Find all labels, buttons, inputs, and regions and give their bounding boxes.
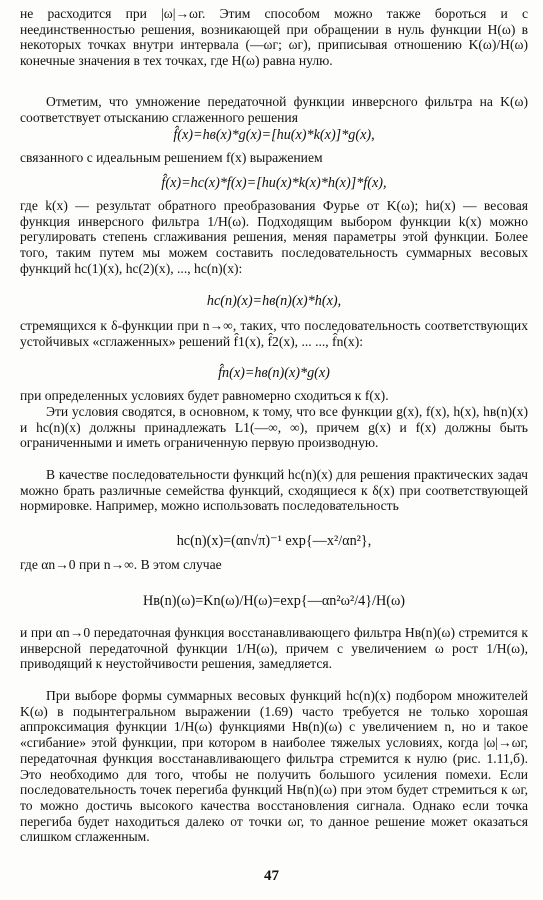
paragraph-smoothed-solution: Отметим, что умножение передаточной функции инверсного фильтра на K(ω) соответствует отысканию сглаженного решения: [20, 94, 528, 125]
paragraph-filter-shape: При выборе формы суммарных весовых функций hс(n)(x) подбором множителей K(ω) в подынтегральном выражении (1.69) часто требуется не только хорошая аппроксимация функции 1/H(ω) функциями Hв(n)(ω) с увеличением n, но и такое «сгибание» этой функции, при котором в наиболее тяжелых условиях, когда |ω|→ωг, передаточная функция восстанавливающего фильтра стремится к нулю (рис. 1.11,б). Это необходимо для того, чтобы не получить большого усиления помехи. Если последовательность точек перегиба функций Hв(n)(ω) при этом будет стремиться к ωг, то можно достичь высокого качества восстановления сигнала. Однако если точка перегиба будет находиться далеко от точки ωг, то данное решение может оказаться слишком сглаженным.: [20, 688, 528, 845]
paragraph-in-this-case: где αn→0 при n→∞. В этом случае: [20, 557, 222, 572]
paragraph-convergence: при определенных условиях будет равномерно сходиться к f(x).: [20, 388, 389, 403]
equation-smoothed-solution: f̂(x)=hв(x)*g(x)=[hи(x)*k(x)]*g(x),: [173, 127, 375, 143]
paragraph-conditions: Эти условия сводятся, в основном, к тому, что все функции g(x), f(x), h(x), hв(n)(x) и hс(n)(x) должны принадлежать L1(—∞, ∞), причем g(x) и f(x) должны быть ограниченными и иметь ограниченную первую производную.: [20, 404, 528, 451]
paragraph-transfer-function: и при αn→0 передаточная функция восстанавливающего фильтра Hв(n)(ω) стремится к инверсной передаточной функции 1/H(ω), причем с увеличением ω рост 1/H(ω), приводящий к неустойчивости решения, замедляется.: [20, 625, 528, 672]
equation-total-weight-function: hс(n)(x)=hв(n)(x)*h(x),: [206, 293, 342, 309]
paragraph-continuation: не расходится при |ω|→ωг. Этим способом можно также бороться и с неединственностью решения, возникающей при обращении в нуль функции H(ω) в некоторых точках внутри интервала (—ωг; ωг), приписывая отношению K(ω)/H(ω) конечные значения в тех точках, где H(ω) равна нулю.: [20, 6, 528, 69]
page-number: 47: [264, 868, 279, 884]
equation-stable-solutions: f̂n(x)=hв(n)(x)*g(x): [218, 365, 330, 381]
equation-restoring-filter: Hв(n)(ω)=Kn(ω)/H(ω)=exp{—αn²ω²/4}/H(ω): [142, 593, 406, 609]
paragraph-delta-sequence: стремящихся к δ-функции при n→∞, таких, что последовательность соответствующих устойчивых «сглаженных» решений f̂1(x), f̂2(x), ... ..., f̂n(x):: [20, 318, 528, 349]
paragraph-weight-functions: где k(x) — результат обратного преобразования Фурье от K(ω); hи(x) — весовая функция инверсного фильтра 1/H(ω). Подходящим выбором функции k(x) можно регулировать степень сглаживания решения, меняя параметры этой функции. Более того, таким путем мы можем составить последовательность суммарных весовых функций hс(1)(x), hс(2)(x), ..., hс(n)(x):: [20, 198, 528, 276]
equation-gaussian-sequence: hс(n)(x)=(αn√π)⁻¹ exp{—x²/αn²},: [176, 533, 372, 549]
equation-ideal-relation: f̂(x)=hс(x)*f(x)=[hи(x)*k(x)*h(x)]*f(x),: [161, 175, 387, 191]
paragraph-sequence-choice: В качестве последовательности функций hс(n)(x) для решения практических задач можно брать различные семейства функций, сходящиеся к δ(x) при соответствующей нормировке. Например, можно использовать последовательность: [20, 467, 528, 514]
paragraph-ideal-solution: связанного с идеальным решением f(x) выражением: [20, 150, 323, 165]
